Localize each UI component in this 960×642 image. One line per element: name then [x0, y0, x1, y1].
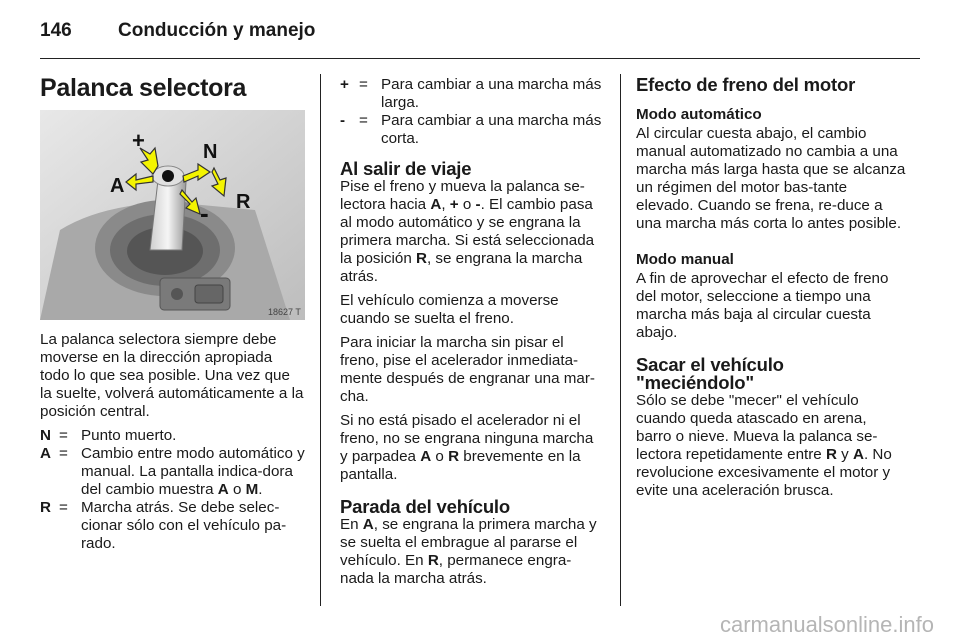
equals-sign: = [59, 427, 68, 444]
gear-selector-figure [40, 110, 305, 320]
column-3 [636, 76, 906, 506]
column-1-text [40, 331, 305, 553]
definition-text: Punto muerto. [81, 427, 177, 444]
text-run: o [458, 196, 476, 213]
paragraph-salir-3: Para iniciar la marcha sin pisar el freno, pise el acelerador inmediata-mente después de engranar una mar-cha. [340, 334, 595, 405]
text-run: , permanece engra-nada la marcha atrás. [340, 552, 572, 587]
intro-paragraph: La palanca selectora siempre debe moverse en la dirección apropiada todo lo que sea posible. Una vez que la suelte, volverá automáticamente a la posición central. [40, 331, 304, 420]
equals-sign: = [59, 445, 68, 462]
heading-modo-automatico: Modo automático [636, 106, 762, 123]
bold-run: A [420, 448, 432, 465]
definition-text [81, 445, 305, 499]
column-divider-2 [620, 74, 621, 606]
heading-modo-manual: Modo manual [636, 251, 734, 268]
section-title: Palanca selectora [40, 74, 247, 102]
label-minus: - [200, 198, 209, 228]
text-run: . No revolucione excesivamente el motor y evite una aceleración brusca. [636, 446, 892, 499]
paragraph-modo-automatico: Al circular cuesta abajo, el cambio manual automatizado no cambia a una marcha más larga hasta que se alcanza un régimen del motor bas-tante elevado. Cuando se frena, re-duce a una marcha más corta lo antes posible. [636, 125, 906, 232]
definition-text: Para cambiar a una marcha más larga. [381, 76, 602, 111]
definition-key: + [340, 76, 349, 93]
paragraph-salir-2: El vehículo comienza a moverse cuando se suelta el freno. [340, 292, 559, 327]
bold-run: A [430, 196, 442, 213]
bold-run: M [245, 481, 259, 498]
definition-n [40, 427, 305, 445]
definition-r [40, 499, 305, 553]
switch-button-right [195, 285, 223, 303]
bold-run: R [415, 250, 427, 267]
chapter-title: Conducción y manejo [118, 20, 316, 41]
paragraph-modo-manual: A fin de aprovechar el efecto de freno del motor, seleccione a tiempo una marcha más baja al circular cuesta abajo. [636, 270, 889, 341]
watermark: carmanualsonline.info [719, 612, 934, 637]
text-run: Pise el freno y mueva la palanca se-lectora hacia [340, 178, 585, 213]
paragraph-sacar [636, 392, 906, 500]
bold-run: A [362, 516, 374, 533]
heading-sacar: Sacar el vehículo "meciéndolo" [636, 354, 784, 393]
definition-a [40, 445, 305, 499]
definition-key: - [340, 112, 346, 129]
definition-key: A [40, 445, 51, 462]
text-run: Sólo se debe "mecer" el vehículo cuando queda atascado en arena, barro o nieve. Mueva la palanca se-lectora repetidamente entre [636, 392, 878, 463]
text-run: o [228, 481, 246, 498]
label-a: A [110, 175, 125, 197]
definition-key: N [40, 427, 51, 444]
definition-text: Marcha atrás. Se debe selec-cionar sólo con el vehículo pa-rado. [81, 499, 287, 552]
column-2 [340, 76, 605, 594]
equals-sign: = [359, 76, 368, 93]
heading-parada: Parada del vehículo [340, 496, 510, 517]
page-number: 146 [40, 20, 72, 41]
text-run: Si no está pisado el acelerador ni el freno, no se engrana ninguna marcha y parpadea [340, 412, 594, 465]
label-r: R [236, 191, 251, 213]
bold-run: + [449, 196, 459, 213]
definition-minus [340, 112, 605, 148]
heading-salir: Al salir de viaje [340, 158, 472, 179]
heading-efecto: Efecto de freno del motor [636, 74, 856, 95]
text-run: o [431, 448, 449, 465]
figure-code: 18627 T [268, 307, 301, 317]
bold-run: A [852, 446, 864, 463]
text-run: En [340, 516, 363, 533]
text-run: . El cambio pasa al modo automático y se engrana la primera marcha. Si está seleccionada la posición [340, 196, 595, 267]
bold-run: R [825, 446, 837, 463]
text-run: , [441, 196, 450, 213]
text-run: , se engrana la primera marcha y se suelta el embrague al pararse el vehículo. En [340, 516, 597, 569]
equals-sign: = [359, 112, 368, 129]
text-run: . [258, 481, 263, 498]
definition-text: Para cambiar a una marcha más corta. [381, 112, 602, 147]
label-n: N [203, 141, 218, 163]
paragraph-salir-4 [340, 412, 605, 484]
text-run: y [836, 446, 853, 463]
label-plus: + [132, 128, 145, 153]
header-rule [40, 58, 920, 59]
equals-sign: = [59, 499, 68, 516]
bold-run: R [448, 448, 460, 465]
definition-key: R [40, 499, 51, 516]
bold-run: A [217, 481, 229, 498]
paragraph-salir-1 [340, 178, 605, 286]
definition-plus [340, 76, 605, 112]
paragraph-parada [340, 516, 605, 588]
bold-run: - [475, 196, 481, 213]
lever-center-dot [162, 170, 174, 182]
page-header [40, 20, 315, 42]
text-run: , se engrana la marcha atrás. [340, 250, 583, 285]
switch-button-left [171, 288, 183, 300]
text-run: Cambio entre modo automático y manual. La pantalla indica-dora del cambio muestra [81, 445, 305, 498]
text-run: brevemente en la pantalla. [340, 448, 581, 483]
bold-run: R [427, 552, 439, 569]
column-divider-1 [320, 74, 321, 606]
